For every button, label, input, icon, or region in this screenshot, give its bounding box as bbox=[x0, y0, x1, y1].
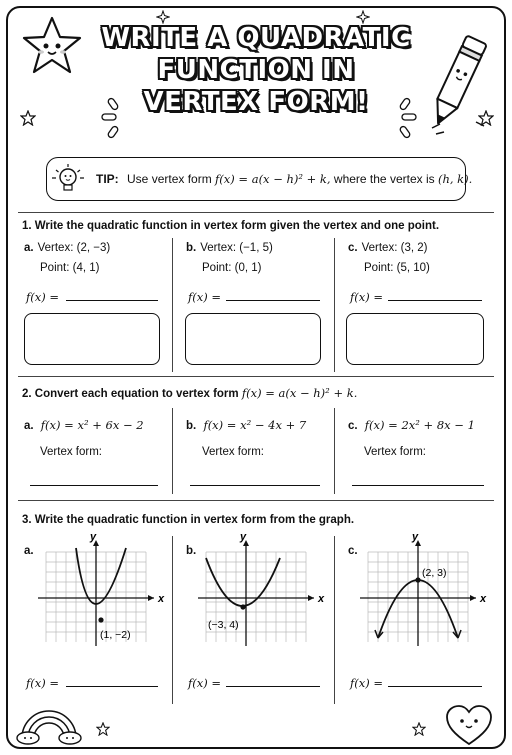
sparkle-icon bbox=[156, 10, 170, 24]
graph-b-y-label: y bbox=[240, 531, 247, 543]
answer-prefix: f(x) = bbox=[350, 676, 384, 690]
answer-line-1c[interactable] bbox=[388, 300, 482, 301]
title-line-2: FUNCTION IN bbox=[157, 55, 355, 85]
tip-formula: f(x) = a(x − h)² + k, bbox=[215, 172, 331, 186]
answer-line-3a[interactable] bbox=[66, 686, 158, 687]
problem-2c: c. f(x) = 2x² + 8x − 1 bbox=[348, 418, 475, 432]
graph-a-letter: a. bbox=[24, 545, 34, 557]
star-icon bbox=[20, 14, 84, 78]
graph-b-x-label: x bbox=[318, 593, 325, 605]
sparkle-icon bbox=[100, 96, 136, 140]
section-3-heading: 3. Write the quadratic function in vertex form from the graph. bbox=[22, 514, 355, 526]
answer-line-3b[interactable] bbox=[226, 686, 320, 687]
problem-1c-point: Point: (5, 10) bbox=[364, 262, 430, 274]
column-divider bbox=[172, 408, 173, 494]
answer-line-2c[interactable] bbox=[352, 485, 484, 486]
graph-b bbox=[194, 530, 326, 650]
answer-prefix: f(x) = bbox=[188, 676, 222, 690]
divider bbox=[18, 212, 494, 213]
graph-c-y-label: y bbox=[412, 531, 419, 543]
work-box-1c[interactable] bbox=[346, 313, 484, 365]
problem-1a-vertex: a. Vertex: (2, −3) bbox=[24, 242, 111, 254]
tip-label: TIP: bbox=[96, 172, 119, 186]
column-divider bbox=[334, 408, 335, 494]
problem-2a: a. f(x) = x² + 6x − 2 bbox=[24, 418, 144, 432]
problem-2b: b. f(x) = x² − 4x + 7 bbox=[186, 418, 307, 432]
graph-c-letter: c. bbox=[348, 545, 358, 557]
problem-1b-point: Point: (0, 1) bbox=[202, 262, 262, 274]
graph-c-vertex-label: (2, 3) bbox=[422, 567, 447, 579]
answer-line-1a[interactable] bbox=[66, 300, 158, 301]
column-divider bbox=[334, 238, 335, 372]
graph-c bbox=[356, 530, 488, 650]
answer-prefix: f(x) = bbox=[188, 290, 222, 304]
rainbow-icon bbox=[14, 698, 84, 746]
work-box-1a[interactable] bbox=[24, 313, 160, 365]
tip-vertex: (h, k). bbox=[437, 172, 473, 186]
graph-b-letter: b. bbox=[186, 545, 197, 557]
answer-line-2a[interactable] bbox=[30, 485, 158, 486]
answer-line-2b[interactable] bbox=[190, 485, 320, 486]
column-divider bbox=[172, 536, 173, 704]
vertex-form-label: Vertex form: bbox=[40, 446, 102, 458]
problem-1b-vertex: b. Vertex: (−1, 5) bbox=[186, 242, 273, 254]
graph-b-vertex-label: (−3, 4) bbox=[208, 619, 239, 631]
section-1-heading: 1. Write the quadratic function in vertex form given the vertex and one point. bbox=[22, 220, 440, 232]
problem-1c-vertex: c. Vertex: (3, 2) bbox=[348, 242, 428, 254]
divider bbox=[18, 500, 494, 501]
page-title bbox=[85, 22, 427, 118]
title-line-3: VERTEX FORM! bbox=[143, 87, 369, 117]
star-small-icon bbox=[96, 722, 110, 736]
graph-a-x-label: x bbox=[158, 593, 165, 605]
divider bbox=[18, 376, 494, 377]
column-divider bbox=[334, 536, 335, 704]
vertex-form-label: Vertex form: bbox=[202, 446, 264, 458]
sparkle-icon bbox=[382, 96, 418, 140]
column-divider bbox=[172, 238, 173, 372]
star-small-icon bbox=[20, 110, 36, 126]
sparkle-icon bbox=[356, 10, 370, 24]
graph-a-vertex-label: (1, −2) bbox=[100, 629, 131, 641]
work-box-1b[interactable] bbox=[185, 313, 321, 365]
problem-1a-point: Point: (4, 1) bbox=[40, 262, 100, 274]
graph-a bbox=[34, 530, 166, 650]
star-small-icon bbox=[478, 110, 494, 126]
tip-text-suffix: where the vertex is bbox=[333, 172, 435, 186]
title-line-1: WRITE A QUADRATIC bbox=[101, 23, 411, 53]
answer-prefix: f(x) = bbox=[350, 290, 384, 304]
lightbulb-icon bbox=[50, 162, 86, 196]
tip-text-prefix: Use vertex form bbox=[127, 172, 212, 186]
graph-c-x-label: x bbox=[480, 593, 487, 605]
star-small-icon bbox=[412, 722, 426, 736]
answer-prefix: f(x) = bbox=[26, 676, 60, 690]
vertex-form-label: Vertex form: bbox=[364, 446, 426, 458]
section-2-heading: 2. Convert each equation to vertex form f(x) = a(x − h)² + k. bbox=[22, 386, 358, 400]
graph-a-y-label: y bbox=[90, 531, 97, 543]
answer-prefix: f(x) = bbox=[26, 290, 60, 304]
heart-icon bbox=[444, 704, 494, 748]
answer-line-1b[interactable] bbox=[226, 300, 320, 301]
answer-line-3c[interactable] bbox=[388, 686, 482, 687]
tip-text bbox=[96, 172, 472, 186]
